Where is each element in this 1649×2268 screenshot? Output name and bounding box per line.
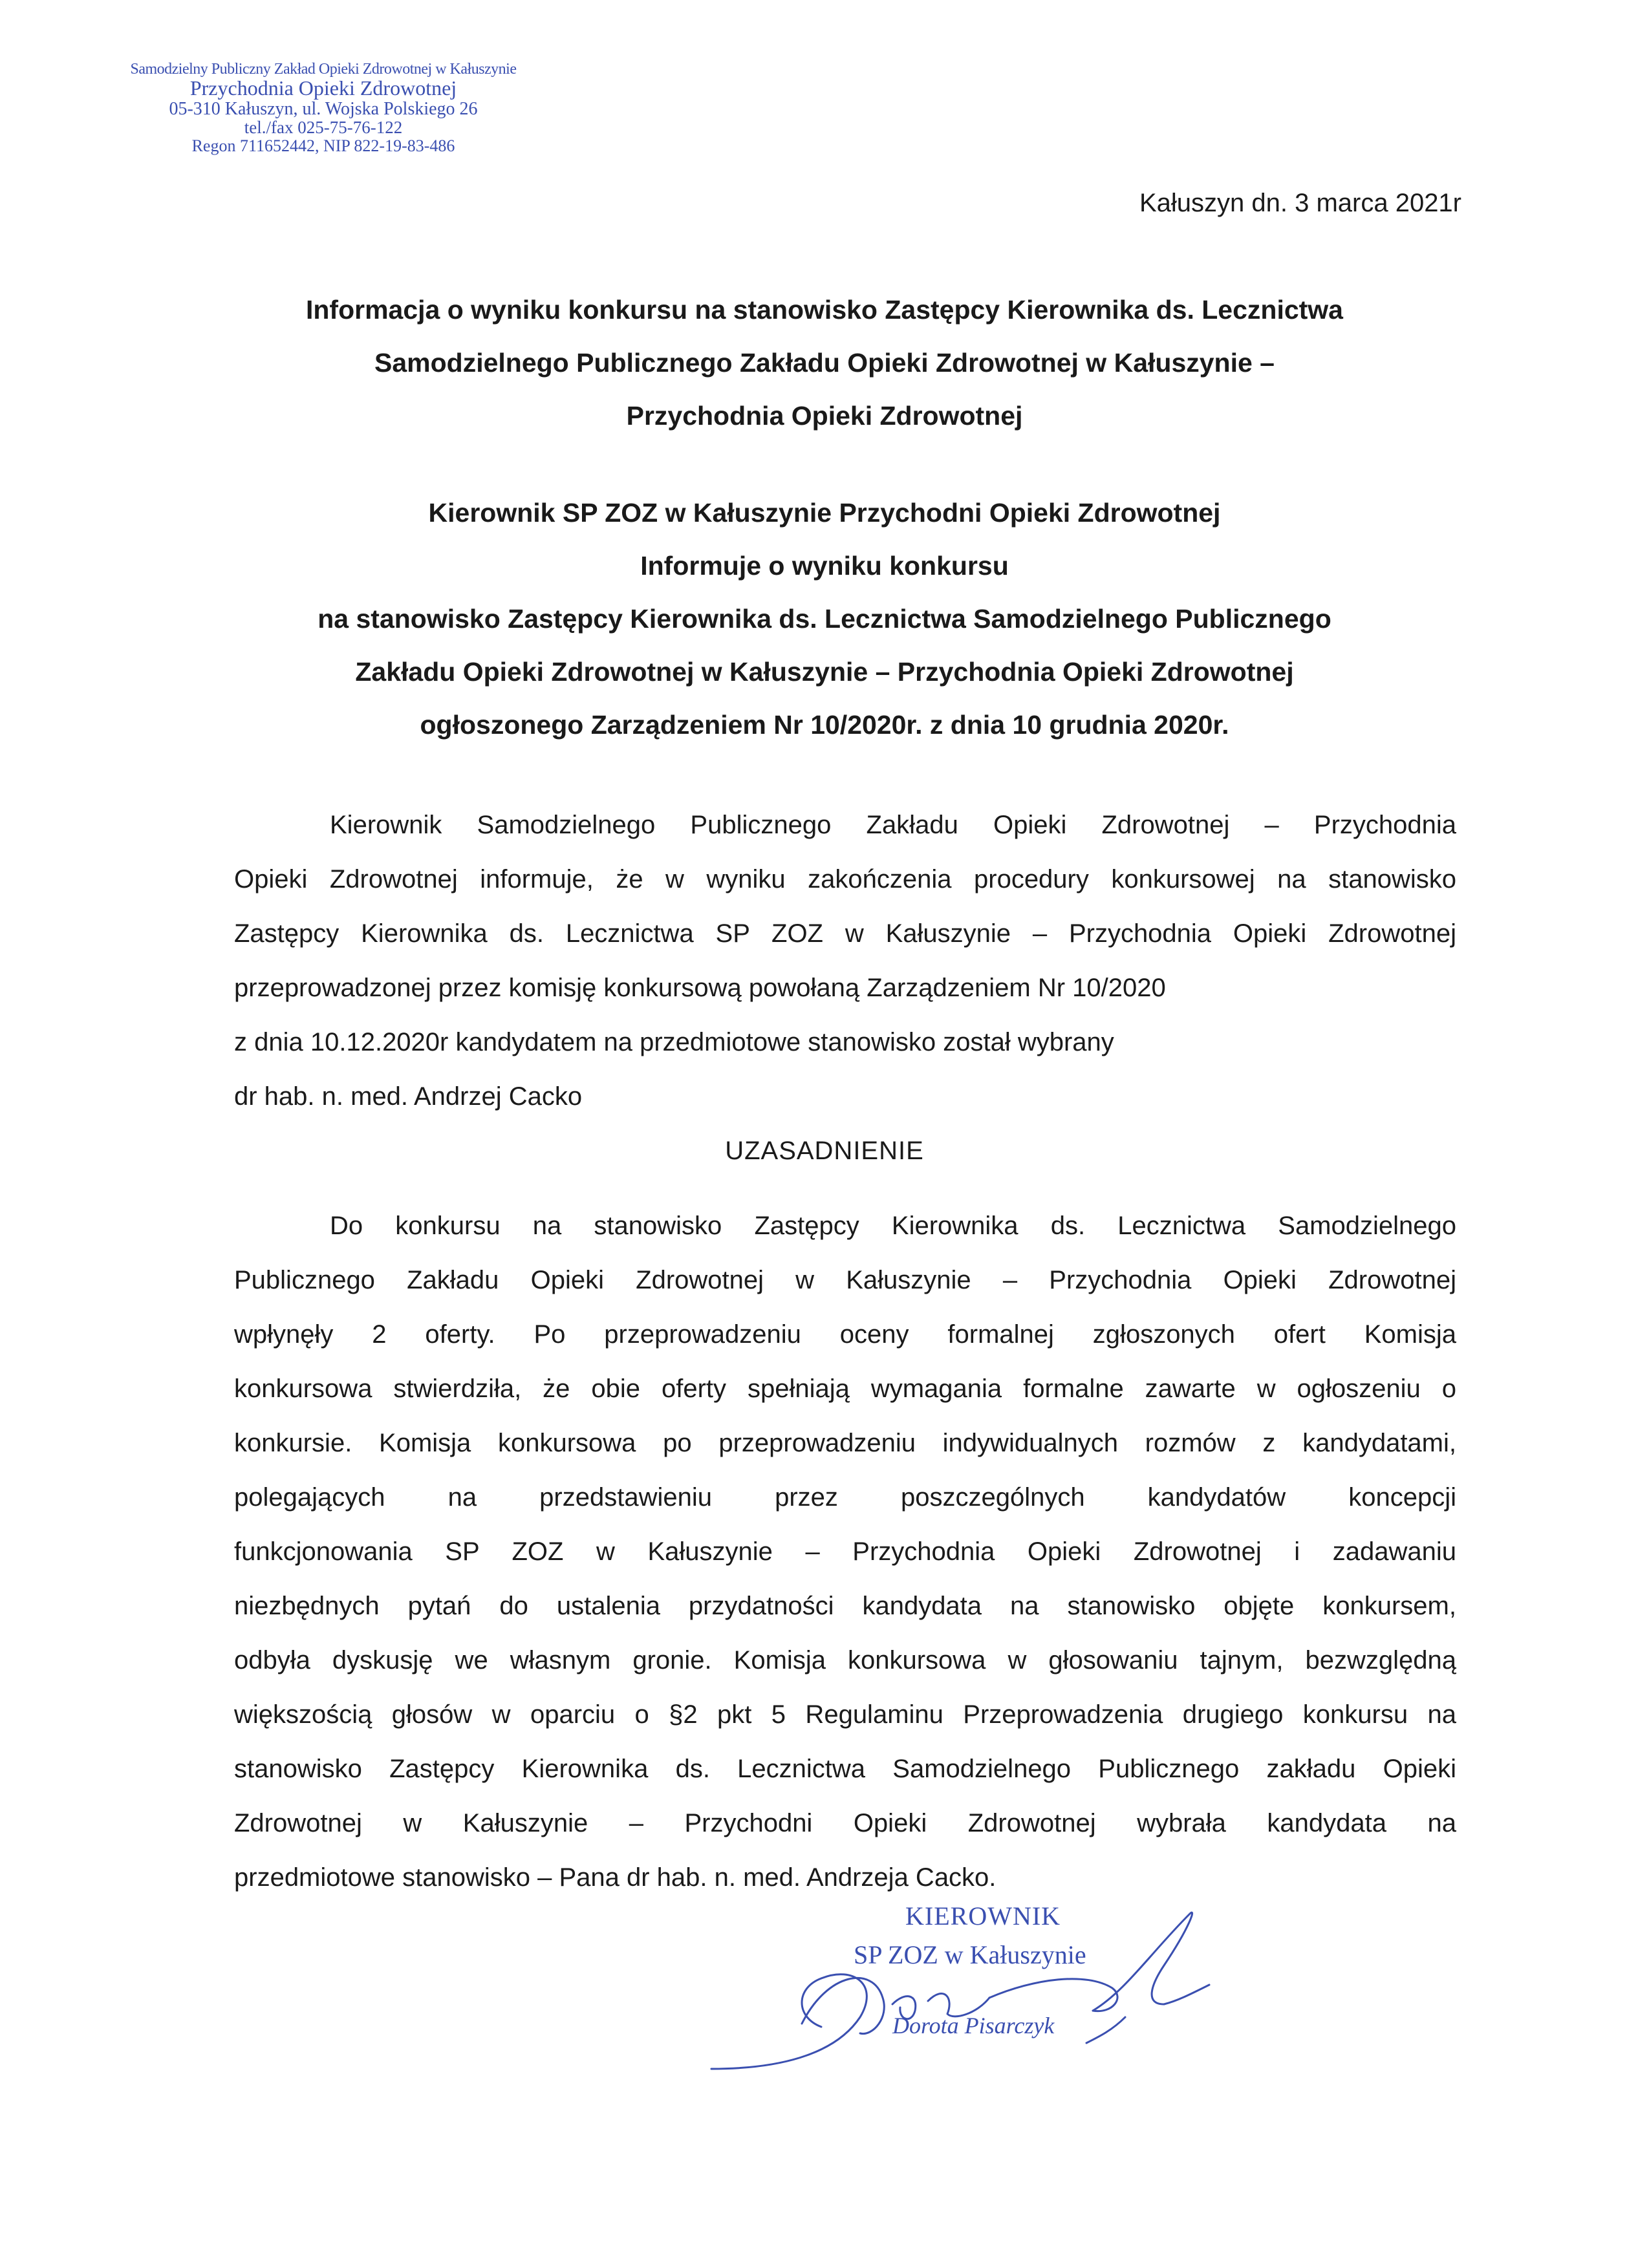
stamp-line-5: Regon 711652442, NIP 822-19-83-486 <box>191 136 455 155</box>
paragraph2-line-7: funkcjonowania SP ZOZ w Kałuszynie – Przychodnia Opieki Zdrowotnej i zadawaniu <box>234 1537 1456 1566</box>
signature-block <box>698 1875 1216 2108</box>
paragraph2-line-6: polegających na przedstawieniu przez poszczególnych kandydatów koncepcji <box>234 1483 1456 1512</box>
paragraph2-line-1: Do konkursu na stanowisko Zastępcy Kierownika ds. Lecznictwa Samodzielnego <box>330 1212 1456 1240</box>
paragraph2-line-4: konkursowa stwierdziła, że obie oferty spełniają wymagania formalne zawarte w ogłoszeniu o <box>234 1375 1456 1403</box>
document-subtitle <box>194 486 1455 751</box>
paragraph2-line-12: Zdrowotnej w Kałuszynie – Przychodni Opieki Zdrowotnej wybrała kandydata na <box>234 1809 1456 1837</box>
justification-paragraph <box>234 1199 1456 1905</box>
subtitle-line-1: Kierownik SP ZOZ w Kałuszynie Przychodni Opieki Zdrowotnej <box>428 498 1221 528</box>
justification-heading: UZASADNIENIE <box>725 1137 924 1165</box>
title-line-3: Przychodnia Opieki Zdrowotnej <box>626 401 1023 431</box>
paragraph1-line-1: Kierownik Samodzielnego Publicznego Zakładu Opieki Zdrowotnej – Przychodnia <box>330 811 1456 839</box>
paragraph2-line-13: przedmiotowe stanowisko – Pana dr hab. n. med. Andrzeja Cacko. <box>234 1863 997 1892</box>
subtitle-line-5: ogłoszonego Zarządzeniem Nr 10/2020r. z dnia 10 grudnia 2020r. <box>420 710 1229 740</box>
document-date: Kałuszyn dn. 3 marca 2021r <box>1139 189 1461 217</box>
paragraph1-line-5: z dnia 10.12.2020r kandydatem na przedmiotowe stanowisko został wybrany <box>234 1028 1114 1056</box>
title-line-2: Samodzielnego Publicznego Zakładu Opieki Zdrowotnej w Kałuszynie – <box>374 348 1275 378</box>
paragraph2-line-3: wpłynęły 2 oferty. Po przeprowadzeniu oceny formalnej zgłoszonych ofert Komisja <box>234 1320 1456 1349</box>
stamp-line-3: 05-310 Kałuszyn, ul. Wojska Polskiego 26 <box>169 98 478 119</box>
paragraph1-line-2: Opieki Zdrowotnej informuje, że w wyniku zakończenia procedury konkursowej na stanowisko <box>234 865 1456 893</box>
paragraph2-line-8: niezbędnych pytań do ustalenia przydatności kandydata na stanowisko objęte konkursem, <box>234 1592 1456 1620</box>
stamp-line-2: Przychodnia Opieki Zdrowotnej <box>189 76 457 100</box>
paragraph1-line-4: przeprowadzonej przez komisję konkursową powołaną Zarządzeniem Nr 10/2020 <box>234 974 1166 1002</box>
paragraph2-line-11: stanowisko Zastępcy Kierownika ds. Lecznictwa Samodzielnego Publicznego zakładu Opieki <box>234 1755 1456 1783</box>
signature-stamp-name: Dorota Pisarczyk <box>892 2013 1055 2038</box>
signature-stamp-title: KIEROWNIK <box>905 1901 1061 1931</box>
institution-stamp <box>129 61 517 155</box>
document-title <box>194 283 1455 442</box>
signature-stamp-org: SP ZOZ w Kałuszynie <box>854 1940 1086 1969</box>
paragraph2-line-2: Publicznego Zakładu Opieki Zdrowotnej w Kałuszynie – Przychodnia Opieki Zdrowotnej <box>234 1266 1456 1294</box>
subtitle-line-2: Informuje o wyniku konkursu <box>640 551 1009 581</box>
paragraph2-line-5: konkursie. Komisja konkursowa po przeprowadzeniu indywidualnych rozmów z kandydatami, <box>234 1429 1456 1457</box>
title-line-1: Informacja o wyniku konkursu na stanowisko Zastępcy Kierownika ds. Lecznictwa <box>305 295 1343 325</box>
paragraph1-line-3: Zastępcy Kierownika ds. Lecznictwa SP ZOZ w Kałuszynie – Przychodnia Opieki Zdrowotnej <box>234 919 1456 948</box>
paragraph2-line-9: odbyła dyskusję we własnym gronie. Komisja konkursowa w głosowaniu tajnym, bezwzględną <box>234 1646 1456 1674</box>
subtitle-line-4: Zakładu Opieki Zdrowotnej w Kałuszynie – Przychodnia Opieki Zdrowotnej <box>355 657 1294 687</box>
stamp-line-1: Samodzielny Publiczny Zakład Opieki Zdrowotnej w Kałuszynie <box>130 61 517 78</box>
subtitle-line-3: na stanowisko Zastępcy Kierownika ds. Lecznictwa Samodzielnego Publicznego <box>318 604 1331 634</box>
announcement-paragraph <box>234 798 1456 1124</box>
paragraph1-line-6: dr hab. n. med. Andrzej Cacko <box>234 1082 583 1111</box>
paragraph2-line-10: większością głosów w oparciu o §2 pkt 5 Regulaminu Przeprowadzenia drugiego konkursu na <box>234 1700 1456 1729</box>
stamp-line-4: tel./fax 025-75-76-122 <box>244 118 403 138</box>
